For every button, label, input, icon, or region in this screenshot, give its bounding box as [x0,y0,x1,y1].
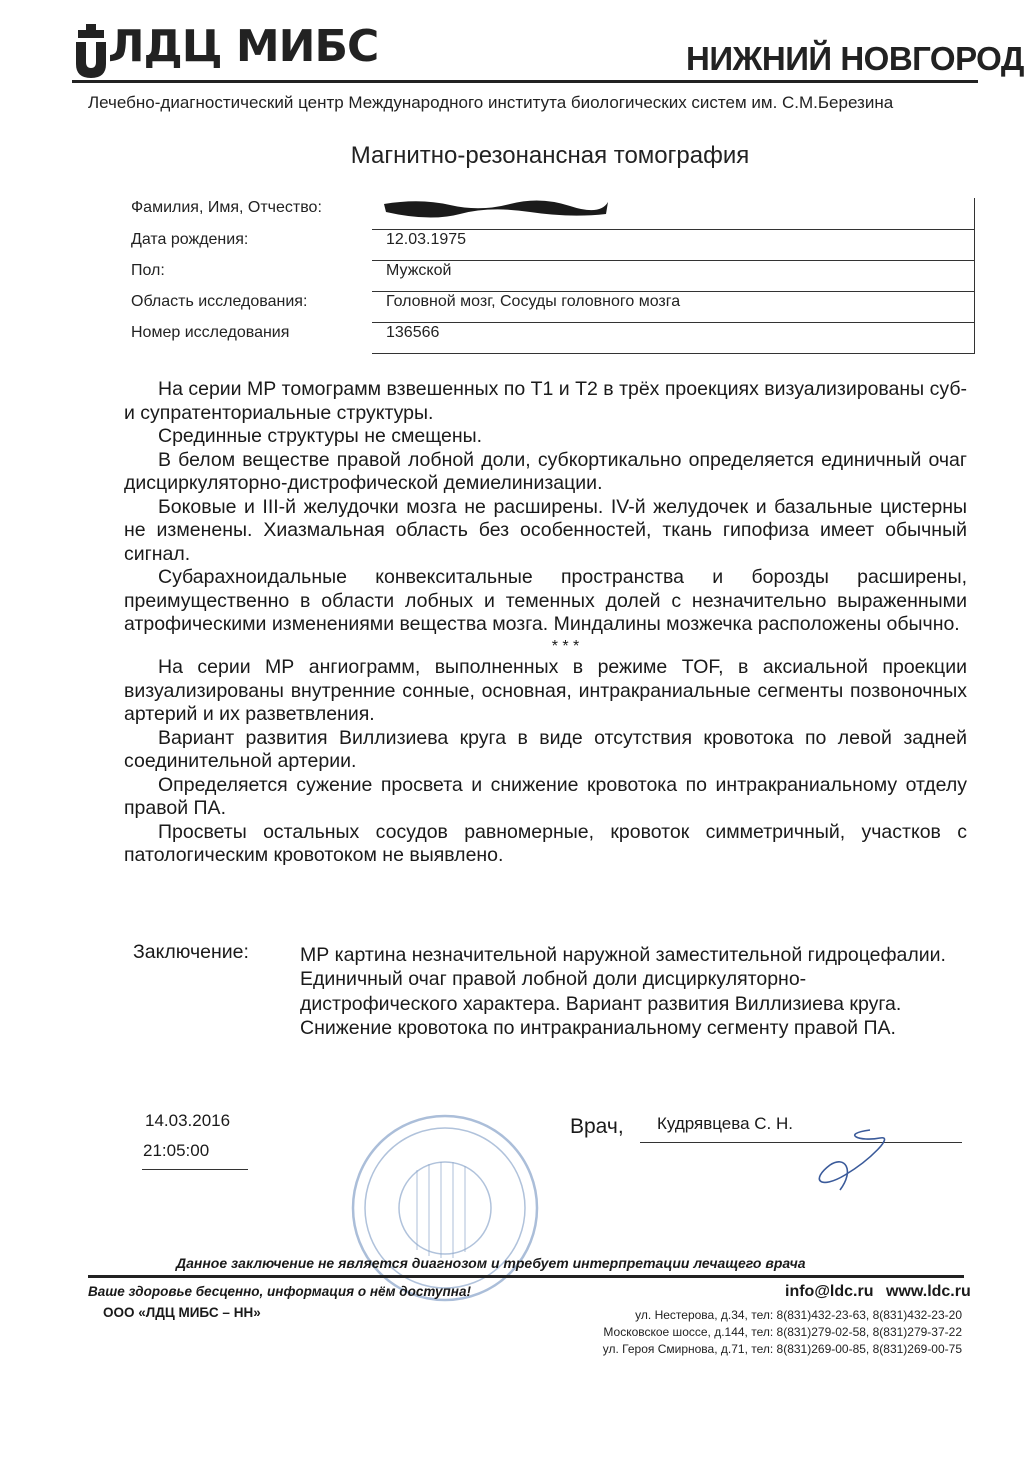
field-value-sex: Мужской [386,262,452,279]
section-separator: * * * [551,637,580,655]
medical-cross-logo-icon [72,22,112,80]
field-label-study-area: Область исследования: [131,293,308,310]
company-name: ООО «ЛДЦ МИБС – НН» [103,1305,261,1320]
field-value-study-number: 136566 [386,324,440,341]
report-paragraph: Определяется сужение просвета и снижение кровотока по интракраниальному отделу правой ПА. [124,773,967,819]
conclusion-label: Заключение: [133,941,249,963]
redaction-scribble [380,196,612,220]
field-label-study-number: Номер исследования [131,324,290,341]
address-line: ул. Героя Смирнова, д.71, тел: 8(831)269-00-85, 8(831)269-00-75 [602,1342,962,1356]
report-paragraph: На серии МР томограмм взвешенных по Т1 и Т2 в трёх проекциях визуализированы суб- и супратенториальные структуры. [124,378,967,424]
field-underline [372,353,975,354]
date-underline [142,1169,248,1170]
report-paragraph: Срединные структуры не смещены. [158,425,483,447]
field-value-study-area: Головной мозг, Сосуды головного мозга [386,293,681,310]
field-label-birth-date: Дата рождения: [131,231,249,248]
header-rule [72,80,978,83]
city-name: НИЖНИЙ НОВГОРОД [686,40,1024,77]
doctor-label: Врач, [570,1115,624,1138]
field-underline [372,322,975,323]
address-line: Московское шоссе, д.144, тел: 8(831)279-02-58, 8(831)279-37-22 [603,1325,962,1339]
disclaimer: Данное заключение не является диагнозом и требует интерпретации лечащего врача [176,1255,806,1271]
signature-scribble [800,1120,900,1200]
doctor-name: Кудрявцева С. Н. [657,1114,793,1133]
report-paragraph: Вариант развития Виллизиева круга в виде отсутствия кровотока по левой задней соединительной артерии. [124,726,967,772]
website-link[interactable]: www.ldc.ru [886,1283,971,1300]
report-paragraph: Боковые и III-й желудочки мозга не расширены. IV-й желудочек и базальные цистерны не изменены. Хиазмальная область без особенностей, ткань гипофиза имеет обычный сигнал. [124,495,967,565]
report-body [124,378,967,868]
field-value-birth-date: 12.03.1975 [386,231,467,248]
report-time: 21:05:00 [143,1141,210,1160]
table-right-border [974,198,975,354]
email-link[interactable]: info@ldc.ru [785,1283,874,1300]
field-label-full-name: Фамилия, Имя, Отчество: [131,199,322,216]
address-line: ул. Нестерова, д.34, тел: 8(831)432-23-63, 8(831)432-23-20 [635,1308,962,1322]
logo-text: ЛДЦ МИБС [108,21,379,72]
document-title: Магнитно-резонансная томография [350,142,750,169]
report-paragraph: Просветы остальных сосудов равномерные, кровоток симметричный, участков с патологическим кровотоком не выявлено. [124,820,967,866]
report-paragraph: Субарахноидальные конвекситальные пространства и борозды расширены, преимущественно в области лобных и теменных долей с незначительно выраженными атрофическими изменениями вещества мозга. Миндалины мозжечка расположены обычно. [124,566,967,635]
report-date: 14.03.2016 [145,1111,231,1130]
slogan: Ваше здоровье бесценно, информация о нём доступна! [88,1284,471,1299]
conclusion-text: МР картина незначительной наружной заместительной гидроцефалии. Единичный очаг правой лобной доли дисциркуляторно-дистрофического характера. Вариант развития Виллизиева круга. Снижение кровотока по интракраниальному сегменту правой ПА. [300,944,946,1039]
report-paragraph: В белом веществе правой лобной доли, субкортикально определяется единичный очаг дисциркуляторно-дистрофической демиелинизации. [124,448,967,494]
report-paragraph: На серии МР ангиограмм, выполненных в режиме TOF, в аксиальной проекции визуализированы внутренние сонные, основная, интракраниальные сегменты позвоночных артерий и их разветвления. [124,656,967,725]
footer-rule [88,1275,964,1278]
field-label-sex: Пол: [131,262,165,279]
field-underline [372,260,975,261]
organization-name: Лечебно-диагностический центр Международного института биологических систем им. С.М.Березина [88,93,894,112]
